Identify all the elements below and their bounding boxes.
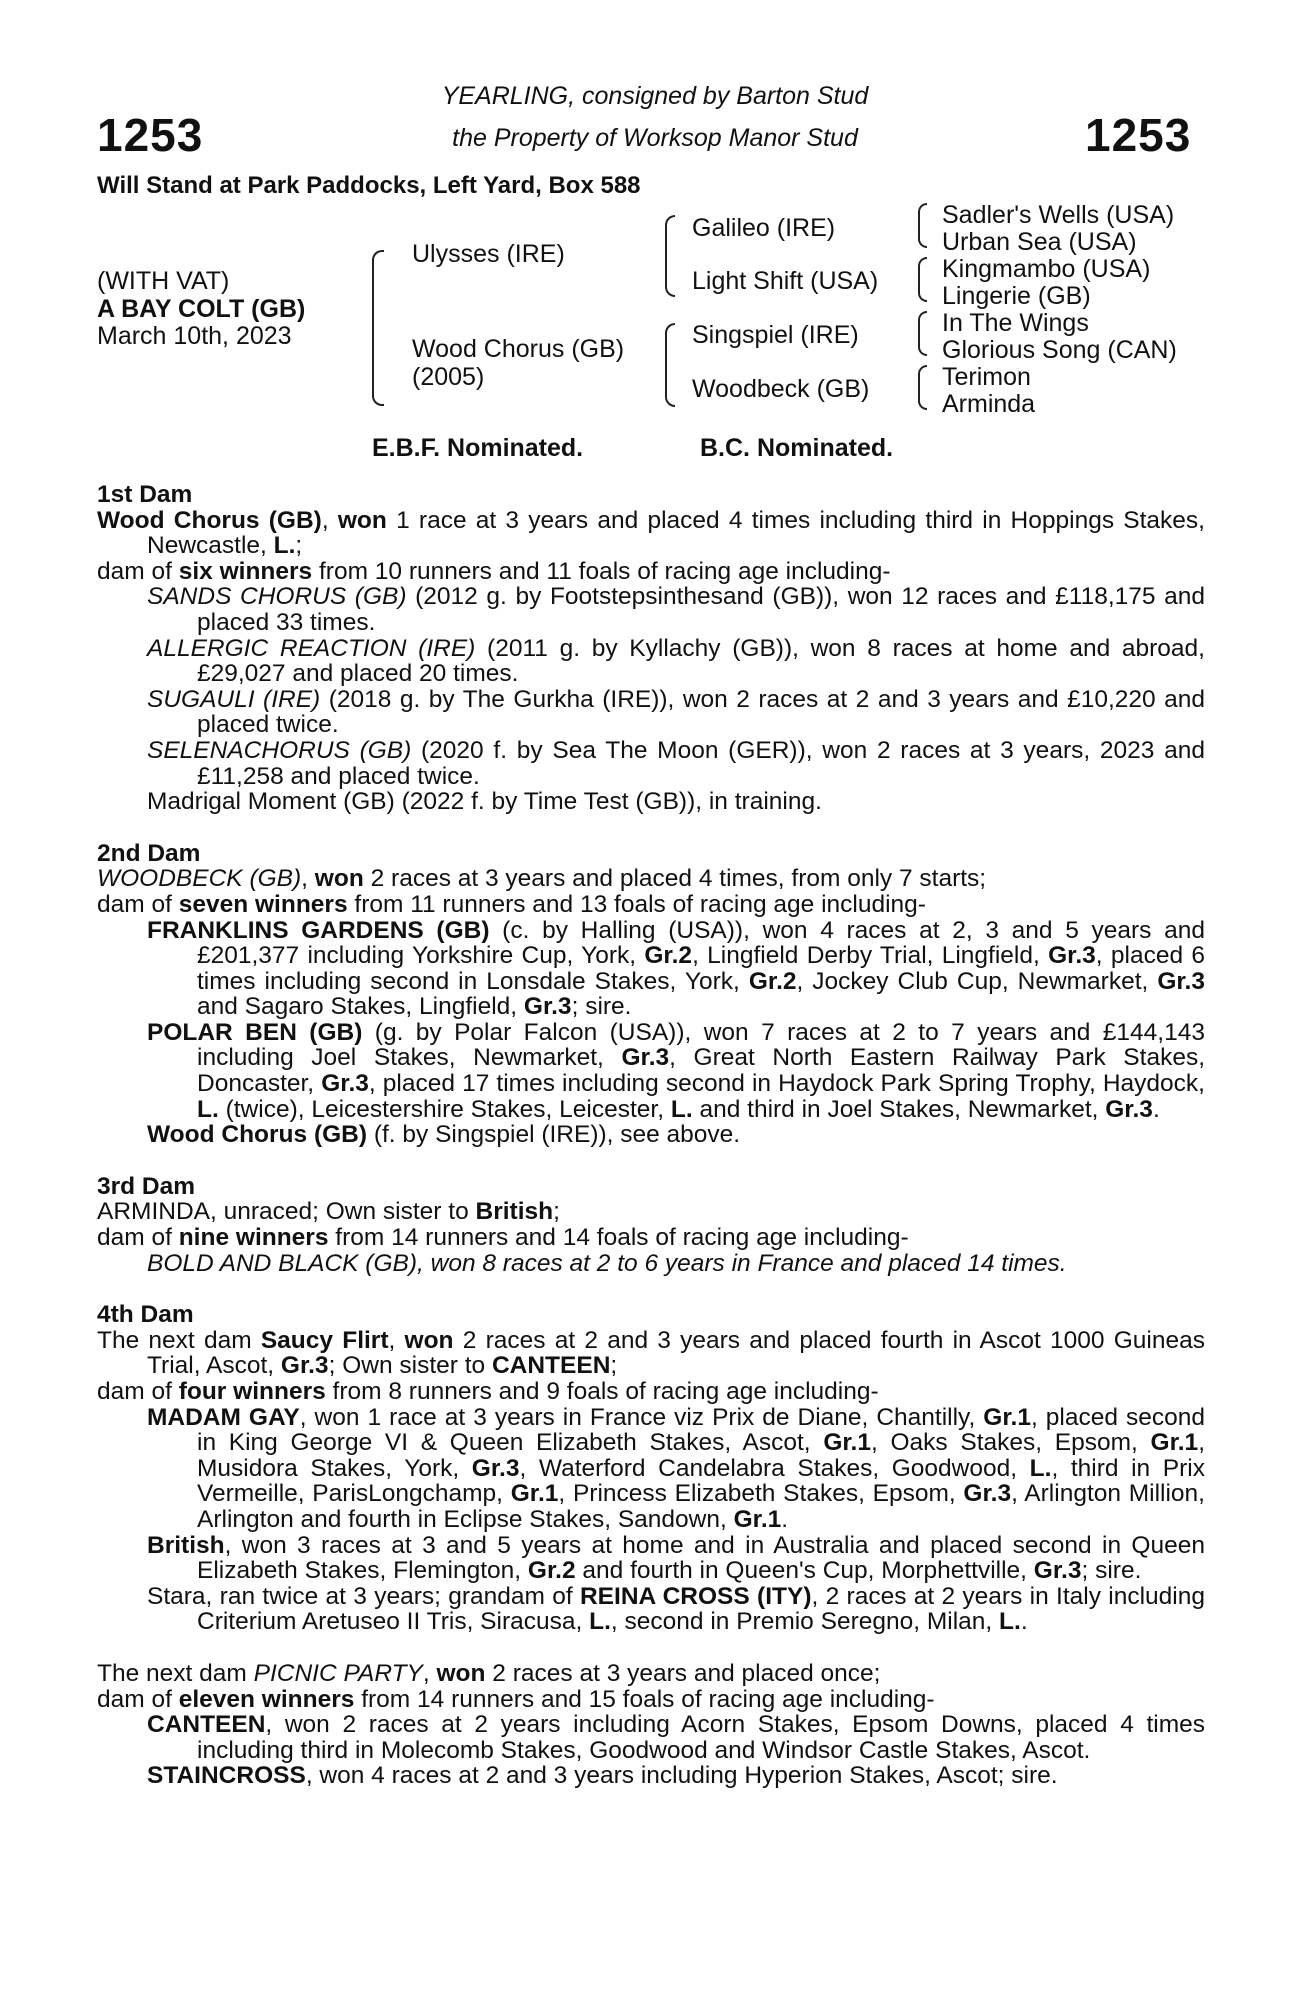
progeny-text: (2018 g. by The Gurkha (IRE)), won 2 races at 2 and 3 years and £10,220 and placed twice. bbox=[197, 685, 1205, 739]
dam1-record bbox=[97, 508, 1205, 559]
dam-dam: Woodbeck (GB) bbox=[692, 375, 870, 403]
dam1-winners: six winners bbox=[178, 557, 313, 585]
t: , Oaks Stakes, Epsom, bbox=[871, 1429, 1151, 1457]
t: Stara, ran twice at 3 years; grandam of bbox=[147, 1582, 580, 1610]
progeny-name: MADAM GAY bbox=[147, 1403, 300, 1431]
consignor-line: YEARLING, consigned by Barton Stud bbox=[441, 82, 869, 110]
dam5-name: PICNIC PARTY bbox=[253, 1659, 423, 1687]
dam4-name: Saucy Flirt bbox=[260, 1326, 389, 1354]
dam1-name: Wood Chorus (GB) bbox=[97, 506, 322, 534]
punct: ; bbox=[295, 532, 303, 560]
produce-post: from 14 runners and 14 foals of racing age including- bbox=[328, 1224, 909, 1252]
dam-sire: Singspiel (IRE) bbox=[692, 321, 859, 349]
progeny-text: (2011 g. by Kyllachy (GB)), won 8 races at home and abroad, £29,027 and placed 20 times. bbox=[197, 634, 1205, 688]
brace-g3 bbox=[918, 311, 927, 356]
progeny-name: SELENACHORUS (GB) bbox=[147, 736, 412, 764]
grade: L. bbox=[999, 1608, 1021, 1636]
grade: Gr.1 bbox=[983, 1403, 1031, 1431]
ebf-nominated: E.B.F. Nominated. bbox=[372, 434, 584, 462]
dam2-record bbox=[97, 866, 1205, 892]
dam5-winners: eleven winners bbox=[178, 1685, 355, 1713]
t: ARMINDA, unraced; Own sister to bbox=[97, 1198, 476, 1226]
dam2-winners: seven winners bbox=[178, 890, 348, 918]
progeny-name: SUGAULI (IRE) bbox=[147, 685, 321, 713]
brace-g4 bbox=[918, 365, 927, 410]
grade: Gr.3 bbox=[1033, 1557, 1082, 1585]
t: ; sire. bbox=[1081, 1557, 1142, 1585]
grade: Gr.3 bbox=[280, 1352, 329, 1380]
progeny-name: ALLERGIC REACTION (IRE) bbox=[147, 634, 476, 662]
dam5-progeny-2 bbox=[97, 1763, 1205, 1789]
t: (twice), Leicestershire Stakes, Leicester, bbox=[218, 1095, 671, 1123]
progeny-text: (2012 g. by Footstepsinthesand (GB)), won 12 races and £118,175 and placed 33 times. bbox=[197, 583, 1205, 636]
grade: Gr.3 bbox=[963, 1480, 1012, 1508]
dam4-winners: four winners bbox=[178, 1378, 326, 1405]
progeny-name: FRANKLINS GARDENS (GB) bbox=[147, 916, 490, 944]
dam4-progeny-3 bbox=[97, 1584, 1205, 1635]
gg-7: Terimon bbox=[942, 363, 1031, 391]
t: ; sire. bbox=[571, 993, 632, 1021]
sire-sire: Galileo (IRE) bbox=[692, 214, 836, 242]
brace-parents bbox=[372, 250, 384, 406]
dam4-progeny-1 bbox=[97, 1405, 1205, 1533]
gg-3: Kingmambo (USA) bbox=[942, 255, 1151, 283]
grade: Gr.3 bbox=[523, 993, 572, 1021]
grade: Gr.3 bbox=[1157, 967, 1205, 995]
t: . bbox=[1020, 1608, 1028, 1636]
horse-name: A BAY COLT (GB) bbox=[97, 295, 306, 323]
gg-5: In The Wings bbox=[942, 309, 1089, 337]
grade: Gr.3 bbox=[1048, 942, 1096, 970]
progeny-text: (2020 f. by Sea The Moon (GER)), won 2 races at 3 years, 2023 and £11,258 and placed twice. bbox=[197, 736, 1205, 790]
t: , Waterford Candelabra Stakes, Goodwood, bbox=[519, 1454, 1030, 1482]
gg-6: Glorious Song (CAN) bbox=[942, 336, 1177, 364]
progeny-name: Wood Chorus (GB) bbox=[147, 1121, 368, 1149]
grade: Gr.2 bbox=[748, 967, 797, 995]
produce-pre: dam of bbox=[97, 1224, 179, 1252]
brace-dam-line bbox=[665, 323, 675, 407]
produce-post: from 10 runners and 11 foals of racing age including- bbox=[312, 557, 891, 585]
t: and Sagaro Stakes, Lingfield, bbox=[197, 993, 524, 1021]
dam1-progeny-5: Madrigal Moment (GB) (2022 f. by Time Test (GB)), in training. bbox=[147, 788, 822, 816]
grade: Gr.1 bbox=[733, 1505, 782, 1533]
produce-pre: dam of bbox=[97, 1685, 179, 1713]
dam2-progeny-3 bbox=[97, 1122, 1205, 1148]
t: , won 4 races at 2 and 3 years including Hyperion Stakes, Ascot; sire. bbox=[305, 1762, 1058, 1790]
t: , Princess Elizabeth Stakes, Epsom, bbox=[558, 1480, 964, 1508]
won-label: won bbox=[404, 1326, 454, 1354]
progeny-name: SANDS CHORUS (GB) bbox=[147, 583, 407, 611]
t: , 2 races at 2 years in Italy including Criterium Aretuseo II Tris, Siracusa, bbox=[197, 1582, 1205, 1636]
progeny-name: British bbox=[147, 1531, 225, 1559]
dam4-heading: 4th Dam bbox=[97, 1301, 194, 1329]
gg-8: Arminda bbox=[942, 390, 1036, 418]
gg-2: Urban Sea (USA) bbox=[942, 228, 1137, 256]
grade: L. bbox=[197, 1095, 219, 1123]
produce-pre: dam of bbox=[97, 890, 179, 918]
dam1-progeny-1 bbox=[97, 584, 1205, 635]
t: , won 1 race at 3 years in France viz Prix de Diane, Chantilly, bbox=[299, 1403, 984, 1431]
t: , second in Premio Seregno, Milan, bbox=[610, 1608, 1000, 1636]
t: (c. by Halling (USA)), won 4 races at 2, 3 and 5 years and £201,377 including Yorkshire Cup, York, bbox=[197, 916, 1205, 970]
t: , Musidora Stakes, York, bbox=[197, 1429, 1206, 1482]
produce-pre: dam of bbox=[97, 1378, 179, 1405]
t: ; bbox=[553, 1198, 560, 1226]
t: (g. by Polar Falcon (USA)), won 7 races at 2 to 7 years and £144,143 including Joel Stakes, Newmarket, bbox=[197, 1018, 1205, 1072]
produce-post: from 14 runners and 15 foals of racing age including- bbox=[354, 1685, 935, 1713]
t: , bbox=[388, 1326, 405, 1354]
dam1-record-text: 1 race at 3 years and placed 4 times including third in Hoppings Stakes, Newcastle, bbox=[147, 506, 1205, 560]
grade: L. bbox=[273, 532, 296, 560]
dam1-progeny-2 bbox=[97, 636, 1205, 687]
produce-post: from 8 runners and 9 foals of racing age including- bbox=[325, 1378, 879, 1405]
grade: L. bbox=[589, 1608, 611, 1636]
produce-post: from 11 runners and 13 foals of racing age including- bbox=[347, 890, 926, 918]
progeny-name: REINA CROSS (ITY) bbox=[579, 1582, 812, 1610]
t: , Jockey Club Cup, Newmarket, bbox=[796, 967, 1158, 995]
t: . bbox=[781, 1505, 789, 1533]
progeny-name: POLAR BEN (GB) bbox=[147, 1018, 363, 1046]
won-label: won bbox=[436, 1659, 486, 1687]
won-label: won bbox=[337, 506, 387, 534]
dam1-produce bbox=[97, 559, 1205, 585]
dam3-produce bbox=[97, 1225, 1205, 1251]
dam4-record bbox=[97, 1328, 1205, 1379]
stand-location: Will Stand at Park Paddocks, Left Yard, Box 588 bbox=[97, 172, 641, 199]
lot-number-right: 1253 bbox=[1085, 109, 1192, 161]
grade: Gr.1 bbox=[823, 1429, 871, 1457]
dam2-record-text: 2 races at 3 years and placed 4 times, from only 7 starts; bbox=[363, 865, 987, 893]
t: , third in Prix Vermeille, ParisLongchamp, bbox=[197, 1454, 1205, 1508]
dam2-name: WOODBECK (GB) bbox=[97, 865, 302, 893]
t: , won 2 races at 2 years including Acorn Stakes, Epsom Downs, placed 4 times including third in Molecomb Stakes, Goodwood and Windsor Castle Stakes, Ascot. bbox=[197, 1711, 1205, 1764]
t: , Lingfield Derby Trial, Lingfield, bbox=[692, 942, 1049, 970]
lot-number-left: 1253 bbox=[97, 109, 204, 161]
grade: Gr.3 bbox=[621, 1044, 670, 1072]
t: 2 races at 3 years and placed once; bbox=[485, 1659, 881, 1687]
dam1-progeny-3 bbox=[97, 687, 1205, 738]
dam2-progeny-2 bbox=[97, 1020, 1205, 1122]
dam1-heading: 1st Dam bbox=[97, 481, 193, 508]
dam3-winners: nine winners bbox=[178, 1224, 329, 1252]
gg-1: Sadler's Wells (USA) bbox=[942, 201, 1175, 229]
sep: , bbox=[301, 865, 315, 893]
t: and fourth in Queen's Cup, Morphettville, bbox=[575, 1557, 1034, 1585]
dam4-progeny-2 bbox=[97, 1533, 1205, 1584]
brace-g1 bbox=[918, 203, 927, 248]
produce-pre: dam of bbox=[97, 557, 179, 585]
dam4-produce bbox=[97, 1379, 1205, 1405]
property-line: the Property of Worksop Manor Stud bbox=[452, 124, 858, 152]
dam5-progeny-1 bbox=[97, 1712, 1205, 1763]
dam3-heading: 3rd Dam bbox=[97, 1172, 196, 1200]
gg-4: Lingerie (GB) bbox=[942, 282, 1091, 310]
t: ; bbox=[610, 1352, 618, 1380]
t: , Great North Eastern Railway Park Stakes, Doncaster, bbox=[197, 1044, 1206, 1098]
dam1-progeny-4 bbox=[97, 738, 1205, 789]
t: The next dam bbox=[97, 1326, 261, 1354]
vat-note: (WITH VAT) bbox=[97, 267, 230, 295]
grade: Gr.2 bbox=[644, 942, 693, 970]
t: ; Own sister to bbox=[328, 1352, 492, 1380]
t: , placed 6 times including second in Lonsdale Stakes, York, bbox=[197, 942, 1206, 995]
sep: , bbox=[321, 506, 338, 534]
grade: Gr.2 bbox=[527, 1557, 576, 1585]
t: , placed 17 times including second in Haydock Park Spring Trophy, Haydock, bbox=[368, 1070, 1205, 1098]
brace-g2 bbox=[918, 257, 927, 302]
sire: Ulysses (IRE) bbox=[412, 240, 565, 268]
t: and third in Joel Stakes, Newmarket, bbox=[692, 1095, 1106, 1123]
progeny-name: CANTEEN bbox=[147, 1711, 266, 1739]
t: , bbox=[422, 1659, 437, 1687]
grade: L. bbox=[670, 1095, 693, 1123]
grade: L. bbox=[1029, 1454, 1052, 1482]
grade: Gr.3 bbox=[1105, 1095, 1153, 1123]
dam: Wood Chorus (GB) bbox=[412, 335, 625, 363]
dam2-progeny-1 bbox=[97, 918, 1205, 1020]
catalogue-body bbox=[97, 482, 1205, 1789]
t: . bbox=[1152, 1095, 1160, 1123]
dam5-produce bbox=[97, 1687, 1205, 1713]
horse-dob: March 10th, 2023 bbox=[97, 322, 292, 350]
grade: Gr.3 bbox=[471, 1454, 520, 1482]
dam3-record bbox=[97, 1199, 1205, 1225]
t: The next dam bbox=[97, 1659, 254, 1687]
grade: Gr.3 bbox=[321, 1070, 369, 1098]
dam5-record bbox=[97, 1661, 1205, 1687]
sister-name: CANTEEN bbox=[491, 1352, 611, 1380]
brace-sire-line bbox=[665, 215, 675, 297]
t: , won 3 races at 3 and 5 years at home and in Australia and placed second in Queen Elizabeth Stakes, Flemington, bbox=[197, 1531, 1205, 1585]
won-label: won bbox=[314, 865, 364, 893]
dam3-progeny-1: BOLD AND BLACK (GB), won 8 races at 2 to 6 years in France and placed 14 times. bbox=[147, 1249, 1067, 1277]
grade: Gr.1 bbox=[510, 1480, 559, 1508]
progeny-name: STAINCROSS bbox=[147, 1762, 306, 1790]
dam2-heading: 2nd Dam bbox=[97, 839, 201, 867]
t: , Arlington Million, Arlington and fourth in Eclipse Stakes, Sandown, bbox=[197, 1480, 1205, 1533]
dam2-produce bbox=[97, 892, 1205, 918]
t: , placed second in King George VI & Queen Elizabeth Stakes, Ascot, bbox=[197, 1403, 1205, 1457]
sire-dam: Light Shift (USA) bbox=[692, 267, 879, 295]
grade: Gr.1 bbox=[1150, 1429, 1199, 1457]
dam-year: (2005) bbox=[412, 363, 485, 391]
t: (f. by Singspiel (IRE)), see above. bbox=[367, 1121, 741, 1149]
bc-nominated: B.C. Nominated. bbox=[700, 434, 894, 462]
sister-name: British bbox=[475, 1198, 554, 1226]
t: 2 races at 2 and 3 years and placed fourth in Ascot 1000 Guineas Trial, Ascot, bbox=[147, 1326, 1205, 1380]
